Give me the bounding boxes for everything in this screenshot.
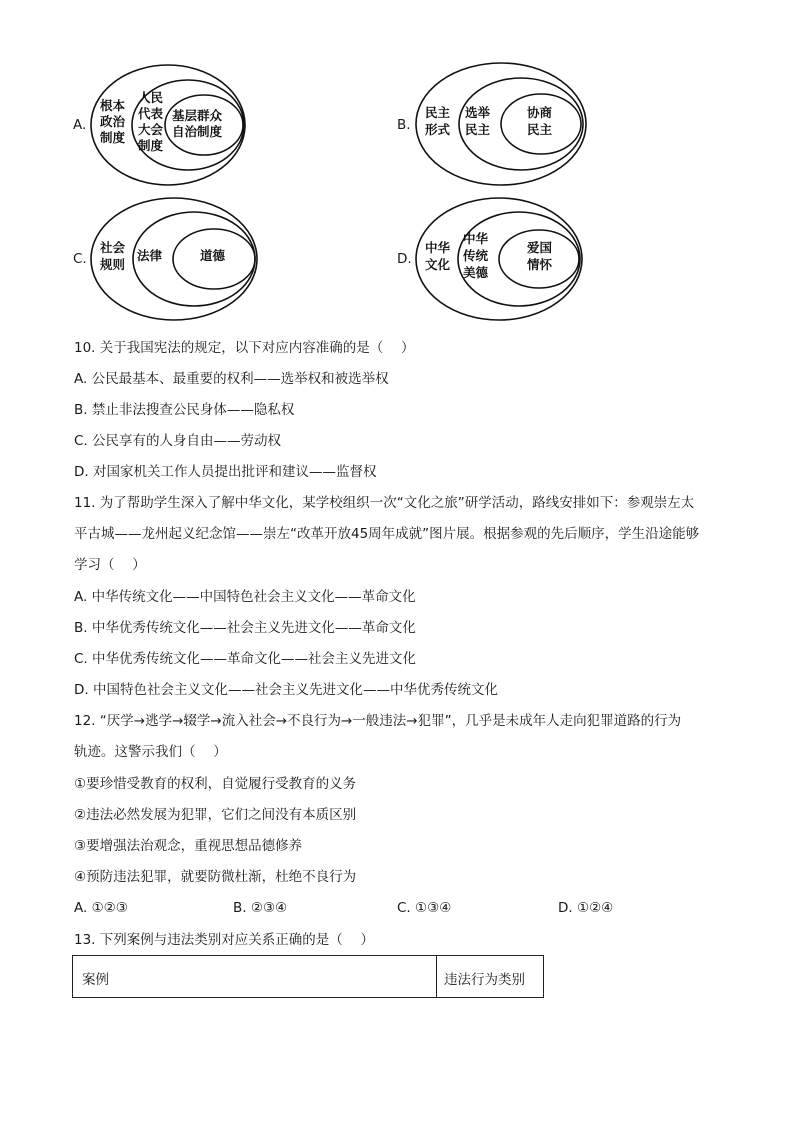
outer-label-2: 政治 — [100, 114, 126, 129]
inner-label-2: 情怀 — [527, 257, 553, 272]
middle-label-2: 民主 — [465, 122, 491, 137]
outer-label-2: 规则 — [100, 257, 126, 272]
option-b-letter: B. — [397, 117, 411, 133]
q10-option-c: C. 公民享有的人身自由——劳动权 — [74, 433, 282, 449]
q12-stem-line-1: 12. “厌学→逃学→辍学→流入社会→不良行为→一般违法→犯罪”，几乎是未成年人走向犯罪道路的行为 — [74, 713, 682, 729]
q12-answer-a: A. ①②③ — [74, 900, 128, 916]
q10-stem: 10. 关于我国宪法的规定，以下对应内容准确的是（ ） — [74, 340, 415, 356]
q13-stem: 13. 下列案例与违法类别对应关系正确的是（ ） — [74, 932, 375, 948]
q10-option-d: D. 对国家机关工作人员提出批评和建议——监督权 — [74, 464, 377, 480]
q11-option-b: B. 中华优秀传统文化——社会主义先进文化——革命文化 — [74, 620, 416, 636]
middle-label-1: 中华 — [463, 231, 489, 246]
inner-label-2: 自治制度 — [172, 124, 223, 139]
middle-label: 法律 — [137, 248, 163, 263]
diagram-d — [413, 195, 585, 323]
middle-label-3: 美德 — [463, 265, 489, 280]
option-a-letter: A. — [73, 117, 87, 133]
outer-label-1: 根本 — [100, 98, 126, 113]
q11-option-d: D. 中国特色社会主义文化——社会主义先进文化——中华优秀传统文化 — [74, 682, 498, 698]
q12-item-4: ④预防违法犯罪，就要防微杜渐，杜绝不良行为 — [74, 869, 357, 885]
q12-answer-b: B. ②③④ — [233, 900, 288, 916]
q12-item-2: ②违法必然发展为犯罪，它们之间没有本质区别 — [74, 807, 357, 823]
diagram-c — [88, 195, 260, 323]
diagram-a — [88, 60, 248, 190]
q11-stem-line-1: 11. 为了帮助学生深入了解中华文化，某学校组织一次“文化之旅”研学活动，路线安排如下：参观崇左太 — [74, 495, 695, 511]
q11-stem-line-2: 平古城——龙州起义纪念馆——崇左“改革开放45周年成就”图片展。根据参观的先后顺序，学生沿途能够 — [74, 526, 700, 542]
middle-label-1: 人民 — [138, 90, 164, 105]
table-header-case-cell — [73, 956, 437, 997]
outer-label-2: 形式 — [425, 122, 451, 137]
middle-label-3: 大会 — [138, 122, 164, 137]
q11-stem-line-3: 学习（ ） — [74, 557, 146, 573]
inner-label: 道德 — [200, 248, 226, 263]
q12-stem-line-2: 轨迹。这警示我们（ ） — [74, 744, 227, 760]
middle-label-2: 代表 — [138, 106, 164, 121]
outer-label-1: 社会 — [100, 240, 126, 255]
middle-label-4: 制度 — [138, 138, 164, 153]
q12-item-3: ③要增强法治观念，重视思想品德修养 — [74, 838, 303, 854]
inner-label-1: 基层群众 — [172, 108, 223, 123]
inner-label-1: 协商 — [527, 105, 553, 120]
q11-option-a: A. 中华传统文化——中国特色社会主义文化——革命文化 — [74, 589, 416, 605]
inner-label-1: 爱国 — [527, 240, 553, 255]
option-c-letter: C. — [73, 251, 87, 267]
inner-label-2: 民主 — [527, 122, 553, 137]
option-d-letter: D. — [397, 251, 412, 267]
q12-answer-d: D. ①②④ — [558, 900, 614, 916]
diagram-b — [413, 60, 593, 188]
q10-option-b: B. 禁止非法搜查公民身体——隐私权 — [74, 402, 295, 418]
outer-label-3: 制度 — [100, 130, 126, 145]
outer-label-1: 中华 — [425, 240, 451, 255]
middle-label-2: 传统 — [463, 248, 489, 263]
table-header-case: 案例 — [82, 972, 109, 988]
q12-answer-c: C. ①③④ — [397, 900, 452, 916]
outer-label-2: 文化 — [425, 257, 451, 272]
table-header-category: 违法行为类别 — [444, 972, 525, 988]
q13-table — [72, 955, 544, 998]
q12-item-1: ①要珍惜受教育的权利，自觉履行受教育的义务 — [74, 776, 357, 792]
q11-option-c: C. 中华优秀传统文化——革命文化——社会主义先进文化 — [74, 651, 417, 667]
q10-option-a: A. 公民最基本、最重要的权利——选举权和被选举权 — [74, 371, 389, 387]
table-header-category-cell — [436, 956, 543, 997]
outer-label-1: 民主 — [425, 105, 451, 120]
middle-label-1: 选举 — [465, 105, 491, 120]
